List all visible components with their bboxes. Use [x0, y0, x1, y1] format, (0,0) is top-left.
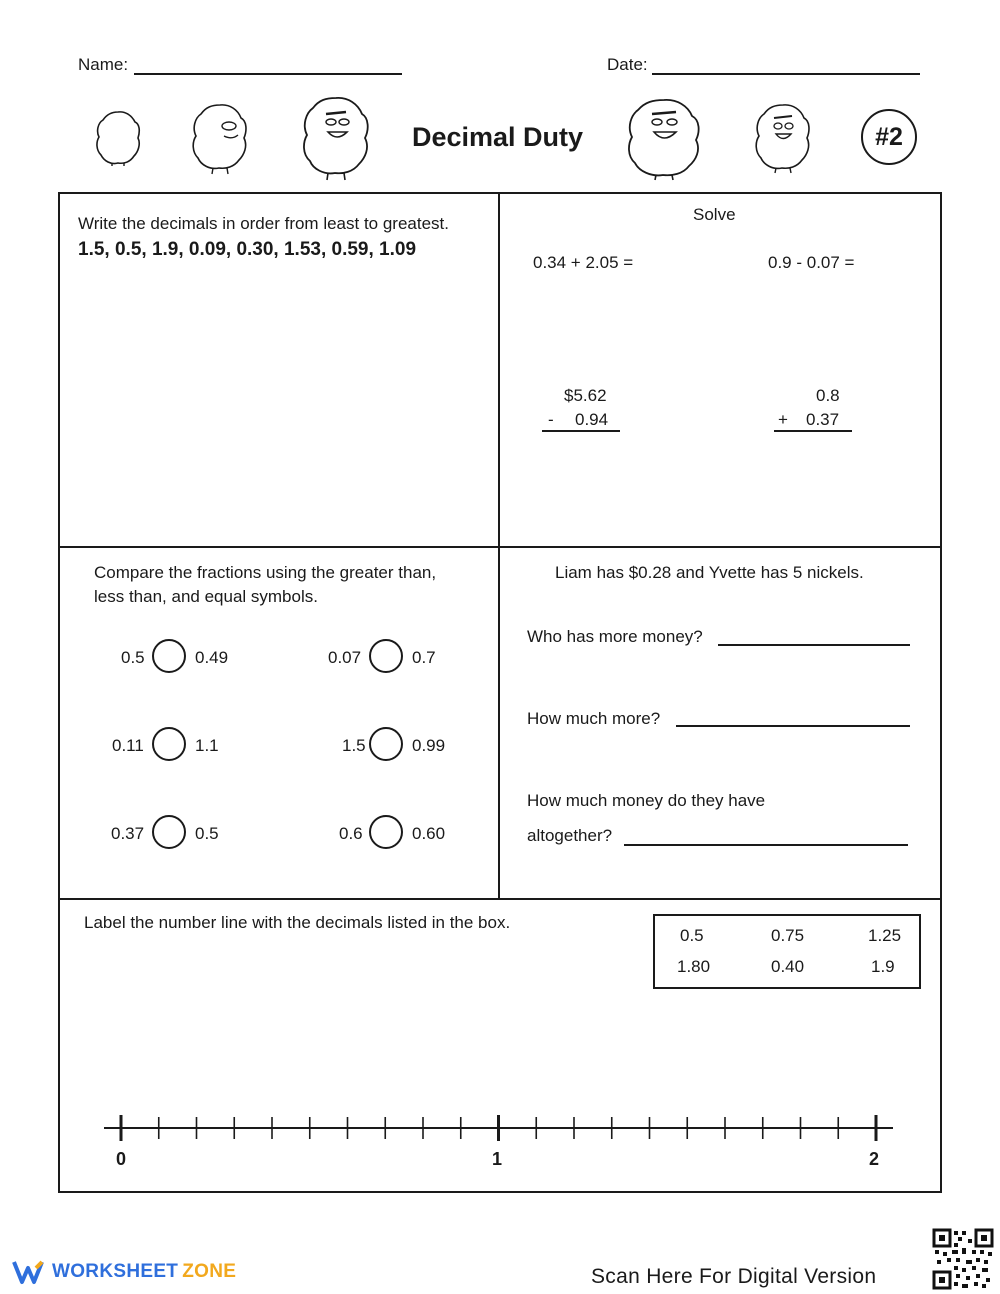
box-value: 1.25 — [868, 926, 902, 945]
solve-problem-4-top: 0.8 — [816, 386, 840, 405]
scan-text: Scan Here For Digital Version — [591, 1265, 877, 1288]
worksheet-number-badge: #2 — [861, 109, 917, 165]
solve-problem-1: 0.34 + 2.05 = — [533, 253, 634, 272]
worksheetzone-logo-icon — [12, 1258, 46, 1286]
compare-left-value: 0.6 — [339, 824, 363, 843]
number-line-label-0: 0 — [116, 1149, 127, 1169]
compare-right-value: 1.1 — [195, 736, 219, 755]
compare-right-value: 0.5 — [195, 824, 219, 843]
box-value: 1.9 — [871, 957, 895, 976]
compare-instruction-line-2: less than, and equal symbols. — [94, 587, 318, 606]
question-altogether-line-1: How much money do they have — [527, 791, 766, 810]
box-value: 0.75 — [771, 926, 805, 945]
page-title: Decimal Duty — [412, 122, 584, 152]
compare-left-value: 0.07 — [328, 648, 362, 667]
compare-left-value: 0.37 — [111, 824, 145, 843]
solve-problem-3-operator: - — [548, 410, 554, 429]
qr-code-icon[interactable] — [932, 1228, 994, 1290]
brand-accent-text: ZONE — [182, 1261, 237, 1282]
compare-right-value: 0.99 — [412, 736, 446, 755]
solve-heading: Solve — [693, 205, 736, 224]
box-value: 0.5 — [680, 926, 704, 945]
order-numbers: 1.5, 0.5, 1.9, 0.09, 0.30, 1.53, 0.59, 1.09 — [78, 239, 417, 260]
date-label: Date: — [607, 55, 648, 74]
solve-problem-4-operator: + — [778, 410, 788, 429]
name-label: Name: — [78, 55, 129, 74]
compare-instruction-line-1: Compare the fractions using the greater than, — [94, 563, 437, 582]
solve-problem-3-top: $5.62 — [564, 386, 607, 405]
number-line-instruction: Label the number line with the decimals listed in the box. — [84, 913, 511, 932]
brand-main-text: WORKSHEET — [52, 1261, 179, 1282]
question-how-much-more: How much more? — [527, 709, 661, 728]
compare-left-value: 0.5 — [121, 648, 145, 667]
order-instruction: Write the decimals in order from least to greatest. — [78, 214, 450, 233]
compare-right-value: 0.60 — [412, 824, 446, 843]
compare-left-value: 0.11 — [112, 736, 144, 755]
box-value: 1.80 — [677, 957, 711, 976]
solve-problem-3-bottom: 0.94 — [575, 410, 609, 429]
solve-problem-2: 0.9 - 0.07 = — [768, 253, 855, 272]
footer-brand[interactable] — [12, 1258, 236, 1286]
question-altogether-line-2: altogether? — [527, 826, 613, 845]
word-problem-statement: Liam has $0.28 and Yvette has 5 nickels. — [555, 563, 864, 582]
compare-right-value: 0.49 — [195, 648, 229, 667]
box-value: 0.40 — [771, 957, 805, 976]
solve-problem-4-bottom: 0.37 — [806, 410, 840, 429]
compare-right-value: 0.7 — [412, 648, 436, 667]
compare-left-value: 1.5 — [342, 736, 366, 755]
question-who-more: Who has more money? — [527, 627, 703, 646]
number-line-label-2: 2 — [869, 1149, 880, 1169]
number-line-label-1: 1 — [492, 1149, 503, 1169]
